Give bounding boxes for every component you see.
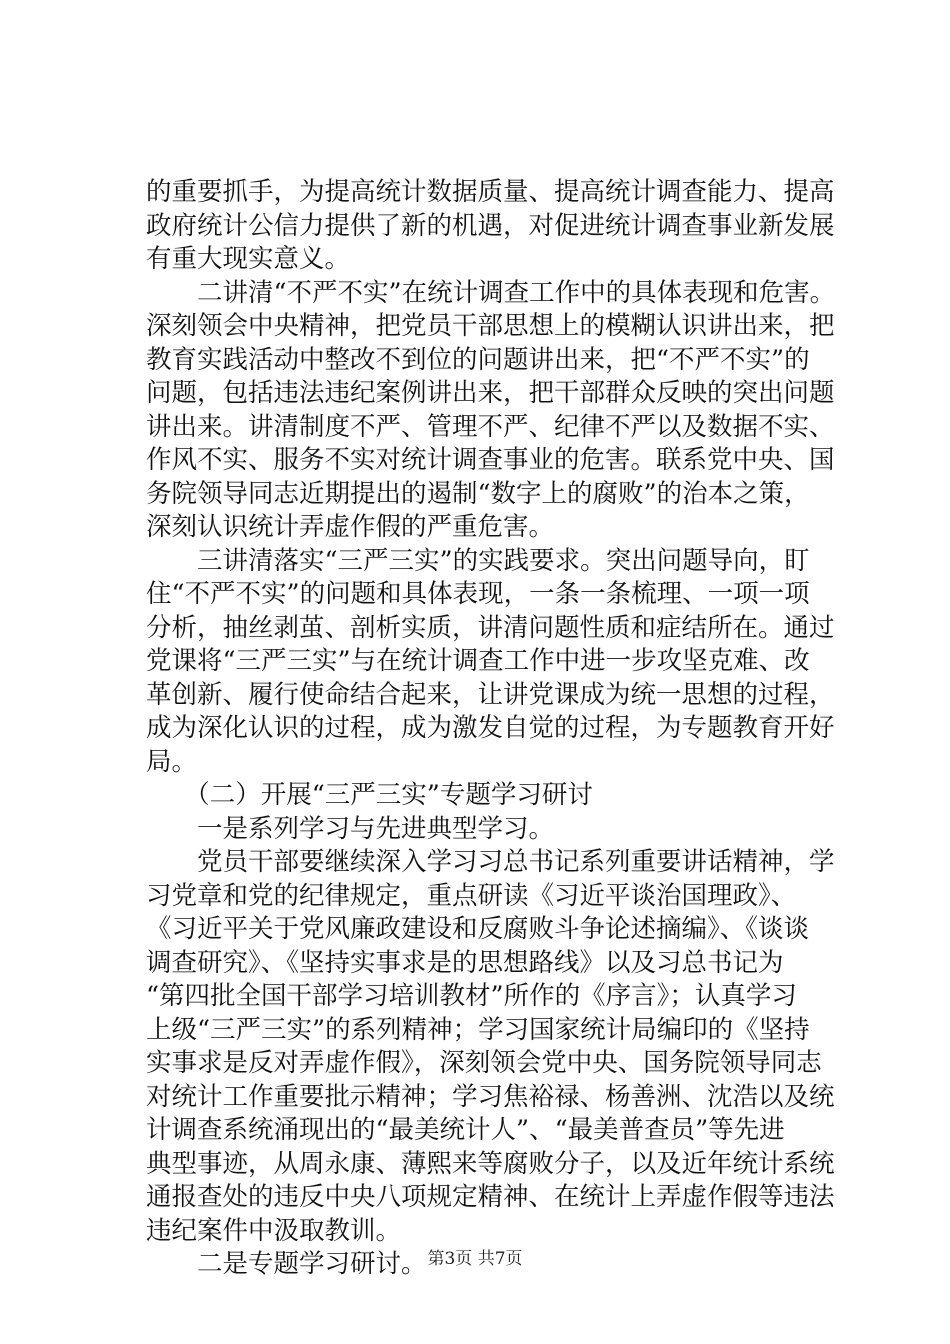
text-line: 深刻认识统计弄虚作假的严重危害。 [146,512,555,542]
text-line: 典型事迹，从周永康、薄熙来等腐败分子，以及近年统计系统 [146,1148,835,1179]
text-line: 对统计工作重要批示精神；学习焦裕禄、杨善洲、沈浩以及统 [146,1081,835,1112]
text-line: 教育实践活动中整改不到位的问题讲出来，把“不严不实”的 [146,344,810,375]
text-line: “第四批全国干部学习培训教材”所作的《序言》；认真学习 [146,981,797,1011]
page-footer: 第3页 共7页 [427,1249,523,1269]
text-line: 革创新、履行使命结合起来，让讲党课成为统一思想的过程， [146,679,835,710]
text-line: 住“不严不实”的问题和具体表现，一条一条梳理、一项一项 [146,579,810,609]
text-line: 务院领导同志近期提出的遏制“数字上的腐败”的治本之策， [146,478,810,509]
text-line: 党员干部要继续深入学习习总书记系列重要讲话精神，学 [146,847,835,877]
text-line: 违纪案件中汲取教训。 [146,1215,402,1246]
text-line: 实事求是反对弄虚作假》，深刻领会党中央、国务院领导同志 [146,1048,822,1078]
text-line: 深刻领会中央精神，把党员干部思想上的模糊认识讲出来，把 [146,311,835,341]
text-line: 讲出来。讲清制度不严、管理不严、纪律不严以及数据不实、 [146,411,835,442]
text-line: 三讲清落实“三严三实”的实践要求。突出问题导向，盯 [146,545,810,576]
body-text [146,176,836,1282]
text-line: 局。 [146,746,198,777]
text-line: 政府统计公信力提供了新的机遇，对促进统计调查事业新发展 [146,210,835,241]
text-line: （二）开展“三严三实”专题学习研讨 [146,780,593,810]
text-line: 党课将“三严三实”与在统计调查工作中进一步攻坚克难、改 [146,646,810,676]
text-line: 习党章和党的纪律规定，重点研读《习近平谈治国理政》、 [146,880,797,911]
text-line: 的重要抓手，为提高统计数据质量、提高统计调查能力、提高 [146,177,835,207]
text-line: 有重大现实意义。 [146,244,351,274]
text-line: 上级“三严三实”的系列精神；学习国家统计局编印的《坚持 [146,1014,810,1045]
text-line: 二讲清“不严不实”在统计调查工作中的具体表现和危害。 [146,277,836,308]
text-line: 一是系列学习与先进典型学习。 [146,813,555,844]
text-line: 分析，抽丝剥茧、剖析实质，讲清问题性质和症结所在。通过 [146,612,835,643]
text-line: 通报查处的违反中央八项规定精神、在统计上弄虚作假等违法 [146,1182,835,1212]
text-line: 问题，包括违法违纪案例讲出来，把干部群众反映的突出问题 [146,378,835,408]
text-line: 计调查系统涌现出的“最美统计人”、“最美普查员”等先进 [146,1115,785,1145]
text-line: 作风不实、服务不实对统计调查事业的危害。联系党中央、国 [146,445,835,475]
text-line: 成为深化认识的过程，成为激发自觉的过程，为专题教育开好 [146,713,835,743]
text-line: 调查研究》、《坚持实事求是的思想路线》以及习总书记为 [146,947,784,978]
text-line: 《习近平关于党风廉政建设和反腐败斗争论述摘编》、《谈谈 [146,914,810,944]
text-line: 二是专题学习研讨。 [146,1249,427,1279]
